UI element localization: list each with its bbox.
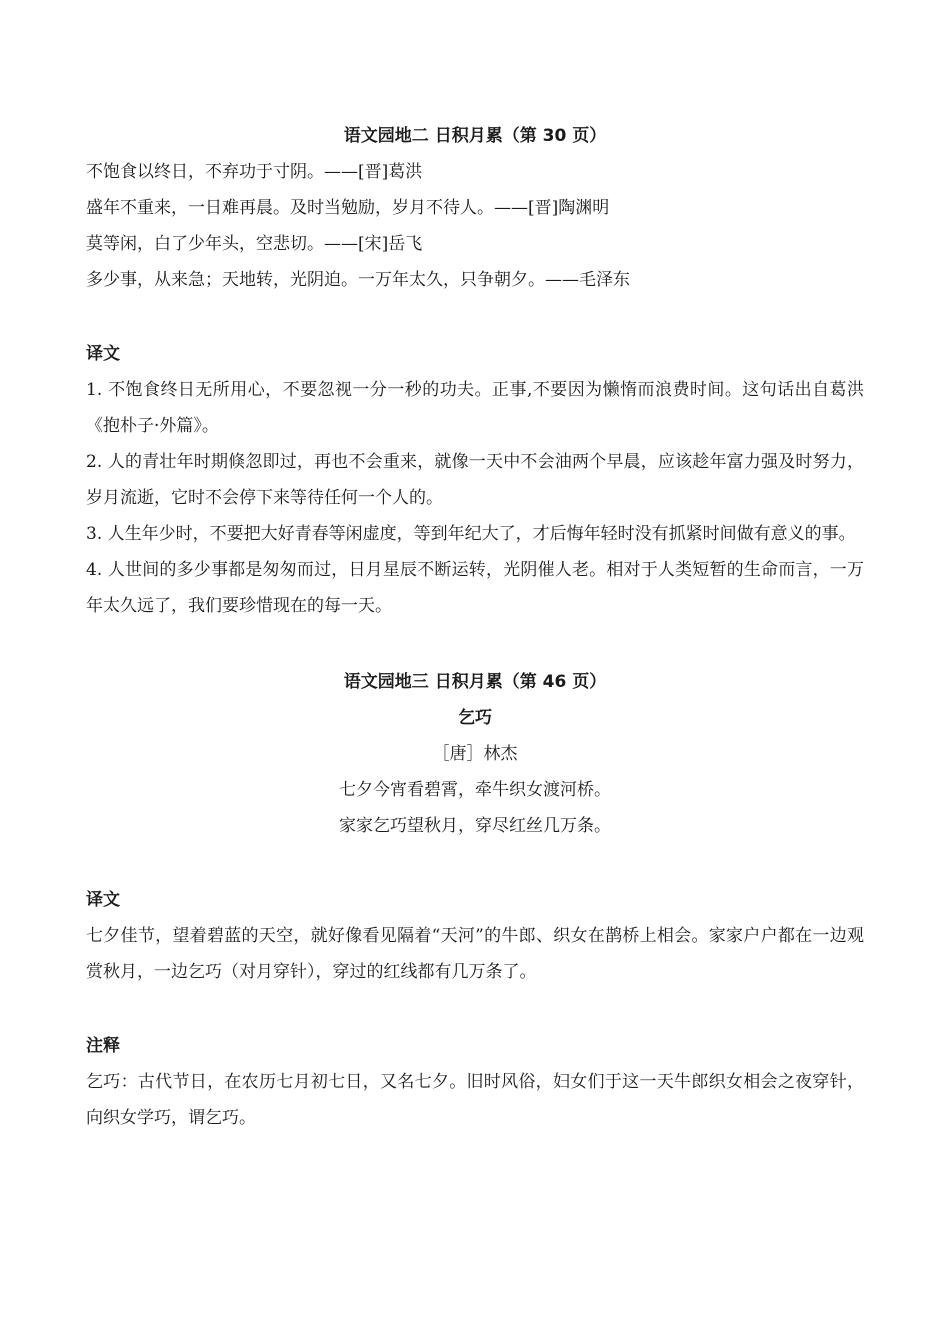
translation-heading: 译文 <box>86 344 120 364</box>
poem-line: 家家乞巧望秋月，穿尽红丝几万条。 <box>339 816 611 836</box>
notes-text: 乞巧：古代节日，在农历七月初七日，又名七夕。旧时风俗，妇女们于这一天牛郎织女相会之夜穿针，向织女学巧，谓乞巧。 <box>86 1072 864 1128</box>
notes-heading: 注释 <box>86 1036 120 1056</box>
poem-author: ［唐］林杰 <box>432 744 518 764</box>
quote-line: 不饱食以终日，不弃功于寸阴。——[晋]葛洪 <box>86 162 423 182</box>
poem-translation-heading: 译文 <box>86 890 120 910</box>
section-title-yuwen-yuandi-3: 语文园地三 日积月累（第 46 页） <box>343 672 607 692</box>
quote-line: 盛年不重来，一日难再晨。及时当勉励，岁月不待人。——[晋]陶渊明 <box>86 198 610 218</box>
poem-line: 七夕今宵看碧霄，牵牛织女渡河桥。 <box>339 780 611 800</box>
poem-title: 乞巧 <box>458 708 492 728</box>
translation-item: 1. 不饱食终日无所用心，不要忽视一分一秒的功夫。正事,不要因为懒惰而浪费时间。这句话出自葛洪《抱朴子·外篇》。 <box>86 380 864 436</box>
quote-line: 莫等闲，白了少年头，空悲切。——[宋]岳飞 <box>86 234 423 254</box>
poem-translation: 七夕佳节，望着碧蓝的天空，就好像看见隔着“天河”的牛郎、织女在鹊桥上相会。家家户户都在一边观赏秋月，一边乞巧（对月穿针），穿过的红线都有几万条了。 <box>86 926 864 982</box>
section-title-yuwen-yuandi-2: 语文园地二 日积月累（第 30 页） <box>343 126 607 146</box>
quote-line: 多少事，从来急；天地转，光阴迫。一万年太久，只争朝夕。——毛泽东 <box>86 270 630 290</box>
spacer <box>86 298 864 336</box>
spacer <box>86 844 864 882</box>
translation-item: 4. 人世间的多少事都是匆匆而过，日月星辰不断运转，光阴催人老。相对于人类短暂的生命而言，一万年太久远了，我们要珍惜现在的每一天。 <box>86 560 864 616</box>
spacer <box>86 990 864 1028</box>
translation-item: 3. 人生年少时，不要把大好青春等闲虚度，等到年纪大了，才后悔年轻时没有抓紧时间做有意义的事。 <box>86 524 856 544</box>
spacer <box>86 624 864 664</box>
translation-item: 2. 人的青壮年时期倏忽即过，再也不会重来，就像一天中不会油两个早晨，应该趁年富力强及时努力，岁月流逝，它时不会停下来等待任何一个人的。 <box>86 452 864 508</box>
